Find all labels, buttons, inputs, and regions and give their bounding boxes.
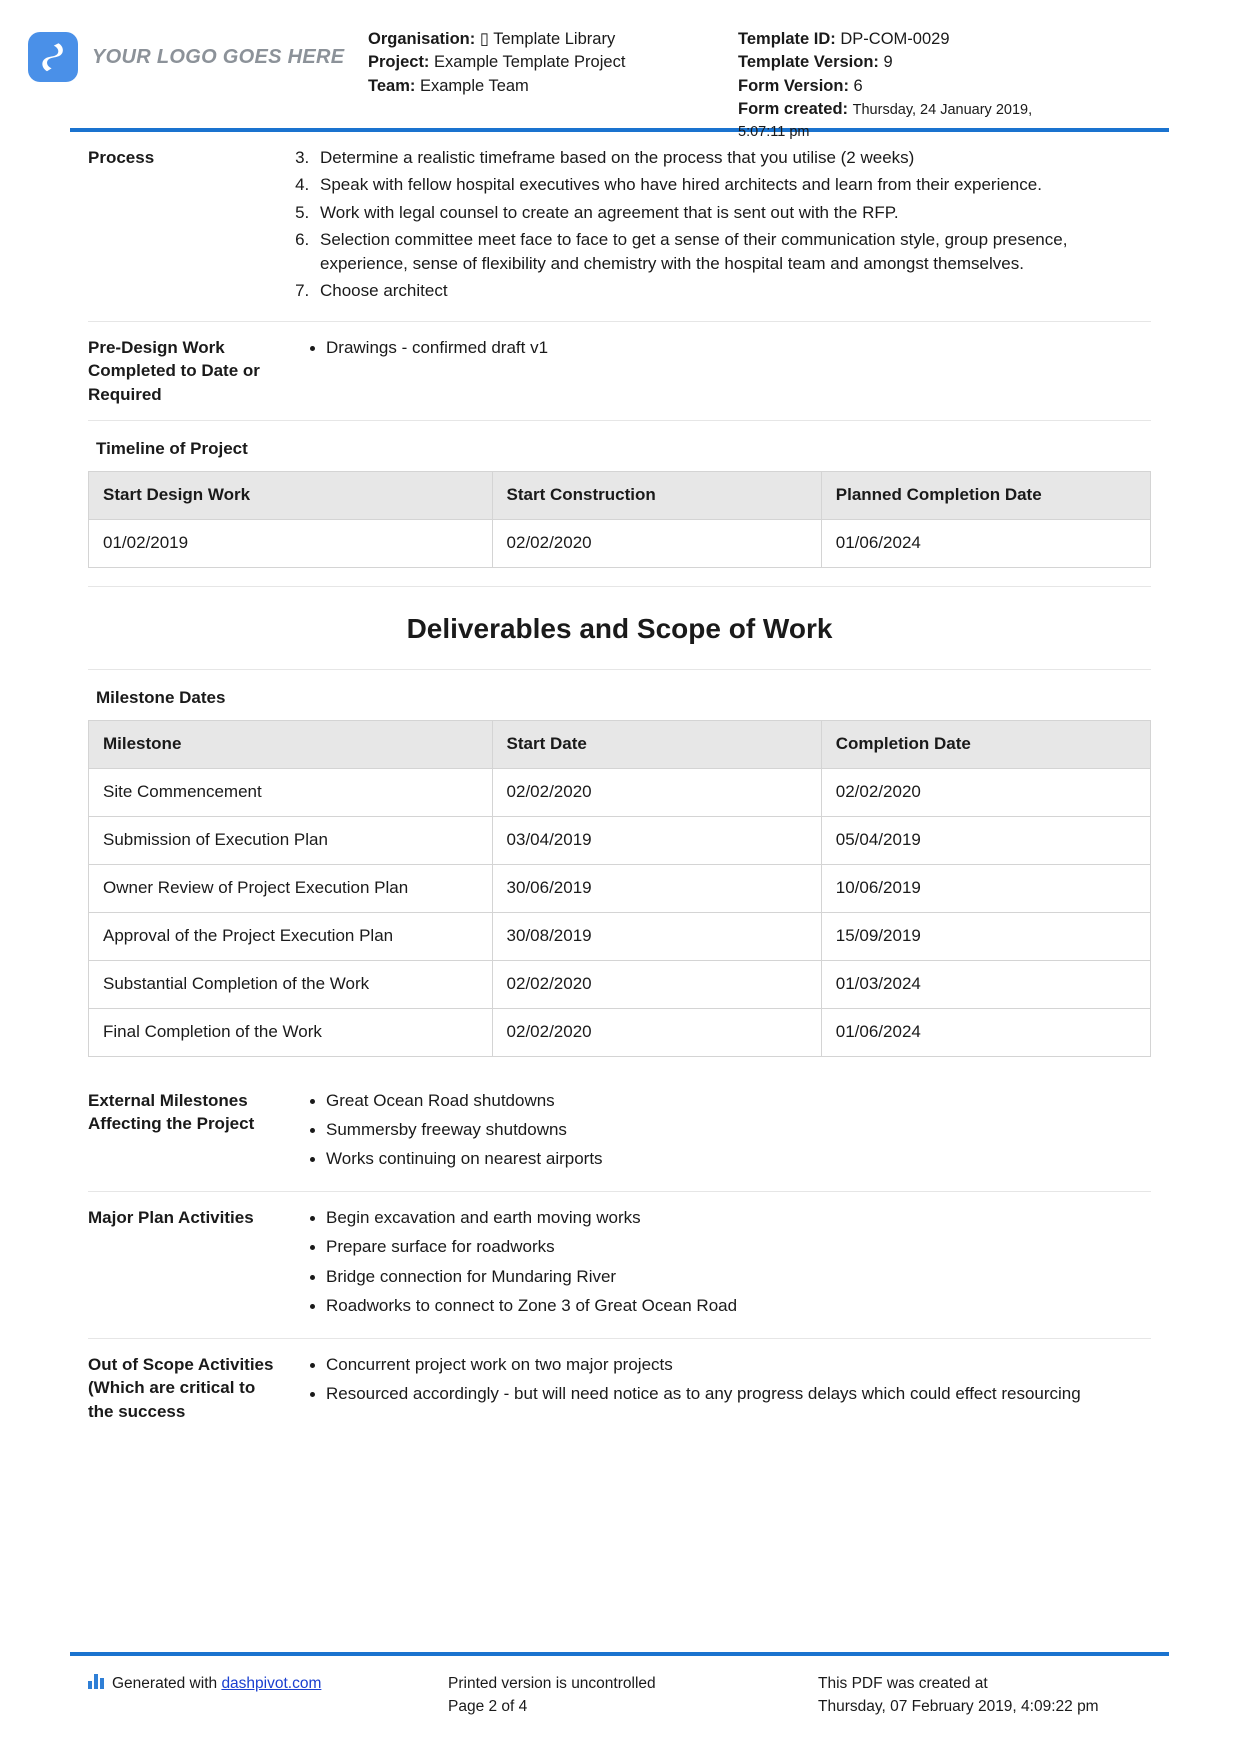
timeline-table-body	[89, 520, 1151, 568]
dashpivot-link[interactable]: dashpivot.com	[221, 1674, 322, 1692]
footer-created-info	[818, 1672, 1151, 1719]
list-item: Roadworks to connect to Zone 3 of Great Ocean Road	[310, 1294, 1151, 1317]
section-out-of-scope-body	[288, 1353, 1151, 1423]
table-cell: 10/06/2019	[821, 864, 1150, 912]
table-cell: Submission of Execution Plan	[89, 816, 493, 864]
template-version-label: Template Version:	[738, 53, 879, 72]
table-cell: 01/06/2024	[821, 520, 1150, 568]
timeline-caption: Timeline of Project	[96, 439, 248, 459]
footer-created-label: This PDF was created at	[818, 1674, 988, 1692]
footer-divider	[70, 1652, 1169, 1656]
list-item: Begin excavation and earth moving works	[310, 1206, 1151, 1229]
table-column-header: Completion Date	[821, 720, 1150, 768]
template-version-value: 9	[883, 53, 893, 72]
section-out-of-scope-label: Out of Scope Activities (Which are critical to the success	[88, 1354, 274, 1421]
logo-s-glyph	[28, 32, 78, 82]
form-version-label: Form Version:	[738, 76, 849, 95]
table-cell: 02/02/2020	[492, 1008, 821, 1056]
table-cell: Final Completion of the Work	[89, 1008, 493, 1056]
list-item: Prepare surface for roadworks	[310, 1235, 1151, 1258]
table-cell: 02/02/2020	[821, 768, 1150, 816]
table-cell: 01/06/2024	[821, 1008, 1150, 1056]
form-version-line	[738, 75, 1151, 98]
list-item: Concurrent project work on two major projects	[310, 1353, 1151, 1376]
section-external-milestones-label: External Milestones Affecting the Project	[88, 1090, 255, 1133]
table-row	[89, 816, 1151, 864]
section-out-of-scope	[88, 1339, 1151, 1437]
table-cell: Approval of the Project Execution Plan	[89, 912, 493, 960]
process-list-item: 5. Work with legal counsel to create an agreement that is sent out with the RFP.	[314, 201, 1151, 224]
section-pre-design-label: Pre-Design Work Completed to Date or Required	[88, 337, 260, 404]
form-created-line	[738, 98, 1151, 121]
footer-generated-with	[88, 1672, 448, 1719]
footer-print-info	[448, 1672, 818, 1719]
process-list	[288, 146, 1151, 303]
table-cell: Site Commencement	[89, 768, 493, 816]
footer-generated-text	[112, 1672, 321, 1695]
out-of-scope-list	[288, 1353, 1151, 1406]
table-cell: 02/02/2020	[492, 960, 821, 1008]
section-major-plan-activities	[88, 1192, 1151, 1339]
table-header-row	[89, 472, 1151, 520]
table-column-header: Milestone	[89, 720, 493, 768]
team-label: Team:	[368, 76, 416, 95]
organisation-label: Organisation:	[368, 30, 476, 48]
footer-page-number: Page 2 of 4	[448, 1697, 528, 1715]
company-logo-icon	[28, 32, 78, 82]
section-process-body	[288, 146, 1151, 307]
milestones-block	[88, 670, 1151, 1075]
table-cell: Substantial Completion of the Work	[89, 960, 493, 1008]
table-cell: 01/02/2019	[89, 520, 493, 568]
table-cell: 30/06/2019	[492, 864, 821, 912]
project-value: Example Template Project	[434, 53, 626, 72]
table-cell: 02/02/2020	[492, 520, 821, 568]
table-header-row	[89, 720, 1151, 768]
organisation-value: ▯ Template Library	[479, 30, 616, 48]
list-item: Drawings - confirmed draft v1	[310, 336, 1151, 359]
footer-created-timestamp: Thursday, 07 February 2019, 4:09:22 pm	[818, 1697, 1099, 1715]
milestones-table-head	[89, 720, 1151, 768]
list-item: Great Ocean Road shutdowns	[310, 1089, 1151, 1112]
header-meta-left	[368, 22, 738, 98]
table-column-header: Planned Completion Date	[821, 472, 1150, 520]
table-row	[89, 960, 1151, 1008]
process-list-item: 3. Determine a realistic timeframe based on the process that you utilise (2 weeks)	[314, 146, 1151, 169]
section-external-milestones	[88, 1075, 1151, 1192]
section-major-plan-activities-body	[288, 1206, 1151, 1324]
timeline-block	[88, 421, 1151, 587]
logo-block	[28, 22, 368, 82]
process-list-item: 7. Choose architect	[314, 279, 1151, 302]
table-cell: 03/04/2019	[492, 816, 821, 864]
process-list-item: 4. Speak with fellow hospital executives who have hired architects and learn from their experience.	[314, 173, 1151, 196]
milestones-table-body	[89, 768, 1151, 1056]
milestones-table	[88, 720, 1151, 1057]
team-value: Example Team	[419, 76, 529, 95]
template-version-line	[738, 51, 1151, 74]
table-row	[89, 912, 1151, 960]
section-process	[88, 132, 1151, 322]
footer-row	[88, 1672, 1151, 1719]
table-cell: Owner Review of Project Execution Plan	[89, 864, 493, 912]
document-footer	[88, 1652, 1151, 1719]
form-created-value-2: 5:07:11 pm	[738, 123, 810, 140]
timeline-table-head	[89, 472, 1151, 520]
milestones-caption: Milestone Dates	[96, 687, 226, 707]
list-item: Works continuing on nearest airports	[310, 1147, 1151, 1170]
section-pre-design-body	[288, 336, 1151, 406]
process-list-item: 6. Selection committee meet face to face to get a sense of their communication style, group presence, experience, sense of flexibility and chemistry with the hospital team and amongst themselves.	[314, 228, 1151, 275]
table-row	[89, 864, 1151, 912]
project-label: Project:	[368, 53, 430, 72]
section-pre-design	[88, 322, 1151, 421]
list-item: Summersby freeway shutdowns	[310, 1118, 1151, 1141]
form-created-value: Thursday, 24 January 2019,	[852, 102, 1033, 119]
organisation-line	[368, 28, 738, 51]
template-id-value: DP-COM-0029	[840, 30, 950, 48]
table-cell: 01/03/2024	[821, 960, 1150, 1008]
table-column-header: Start Design Work	[89, 472, 493, 520]
template-id-label: Template ID:	[738, 30, 836, 48]
table-cell: 05/04/2019	[821, 816, 1150, 864]
bar-chart-icon	[88, 1674, 104, 1689]
section-process-label: Process	[88, 148, 155, 167]
template-id-line	[738, 28, 1151, 51]
header-meta-right	[738, 22, 1151, 142]
table-row	[89, 520, 1151, 568]
project-line	[368, 51, 738, 74]
table-column-header: Start Construction	[492, 472, 821, 520]
table-cell: 02/02/2020	[492, 768, 821, 816]
list-item: Resourced accordingly - but will need notice as to any progress delays which could effect resourcing	[310, 1382, 1151, 1405]
page-title: Deliverables and Scope of Work	[88, 587, 1151, 670]
section-external-milestones-body	[288, 1089, 1151, 1177]
form-created-label: Form created:	[738, 100, 849, 119]
table-row	[89, 768, 1151, 816]
document-header	[88, 0, 1151, 140]
table-column-header: Start Date	[492, 720, 821, 768]
section-major-plan-activities-label: Major Plan Activities	[88, 1207, 254, 1227]
external-milestones-list	[288, 1089, 1151, 1171]
table-cell: 15/09/2019	[821, 912, 1150, 960]
timeline-table	[88, 471, 1151, 568]
list-item: Bridge connection for Mundaring River	[310, 1265, 1151, 1288]
team-line	[368, 75, 738, 98]
major-plan-activities-list	[288, 1206, 1151, 1318]
footer-printed-uncontrolled: Printed version is uncontrolled	[448, 1674, 656, 1692]
table-cell: 30/08/2019	[492, 912, 821, 960]
form-version-value: 6	[853, 76, 863, 95]
pre-design-list	[288, 336, 1151, 359]
table-row	[89, 1008, 1151, 1056]
footer-generated-prefix: Generated with	[112, 1674, 218, 1692]
logo-text: YOUR LOGO GOES HERE	[92, 45, 345, 68]
